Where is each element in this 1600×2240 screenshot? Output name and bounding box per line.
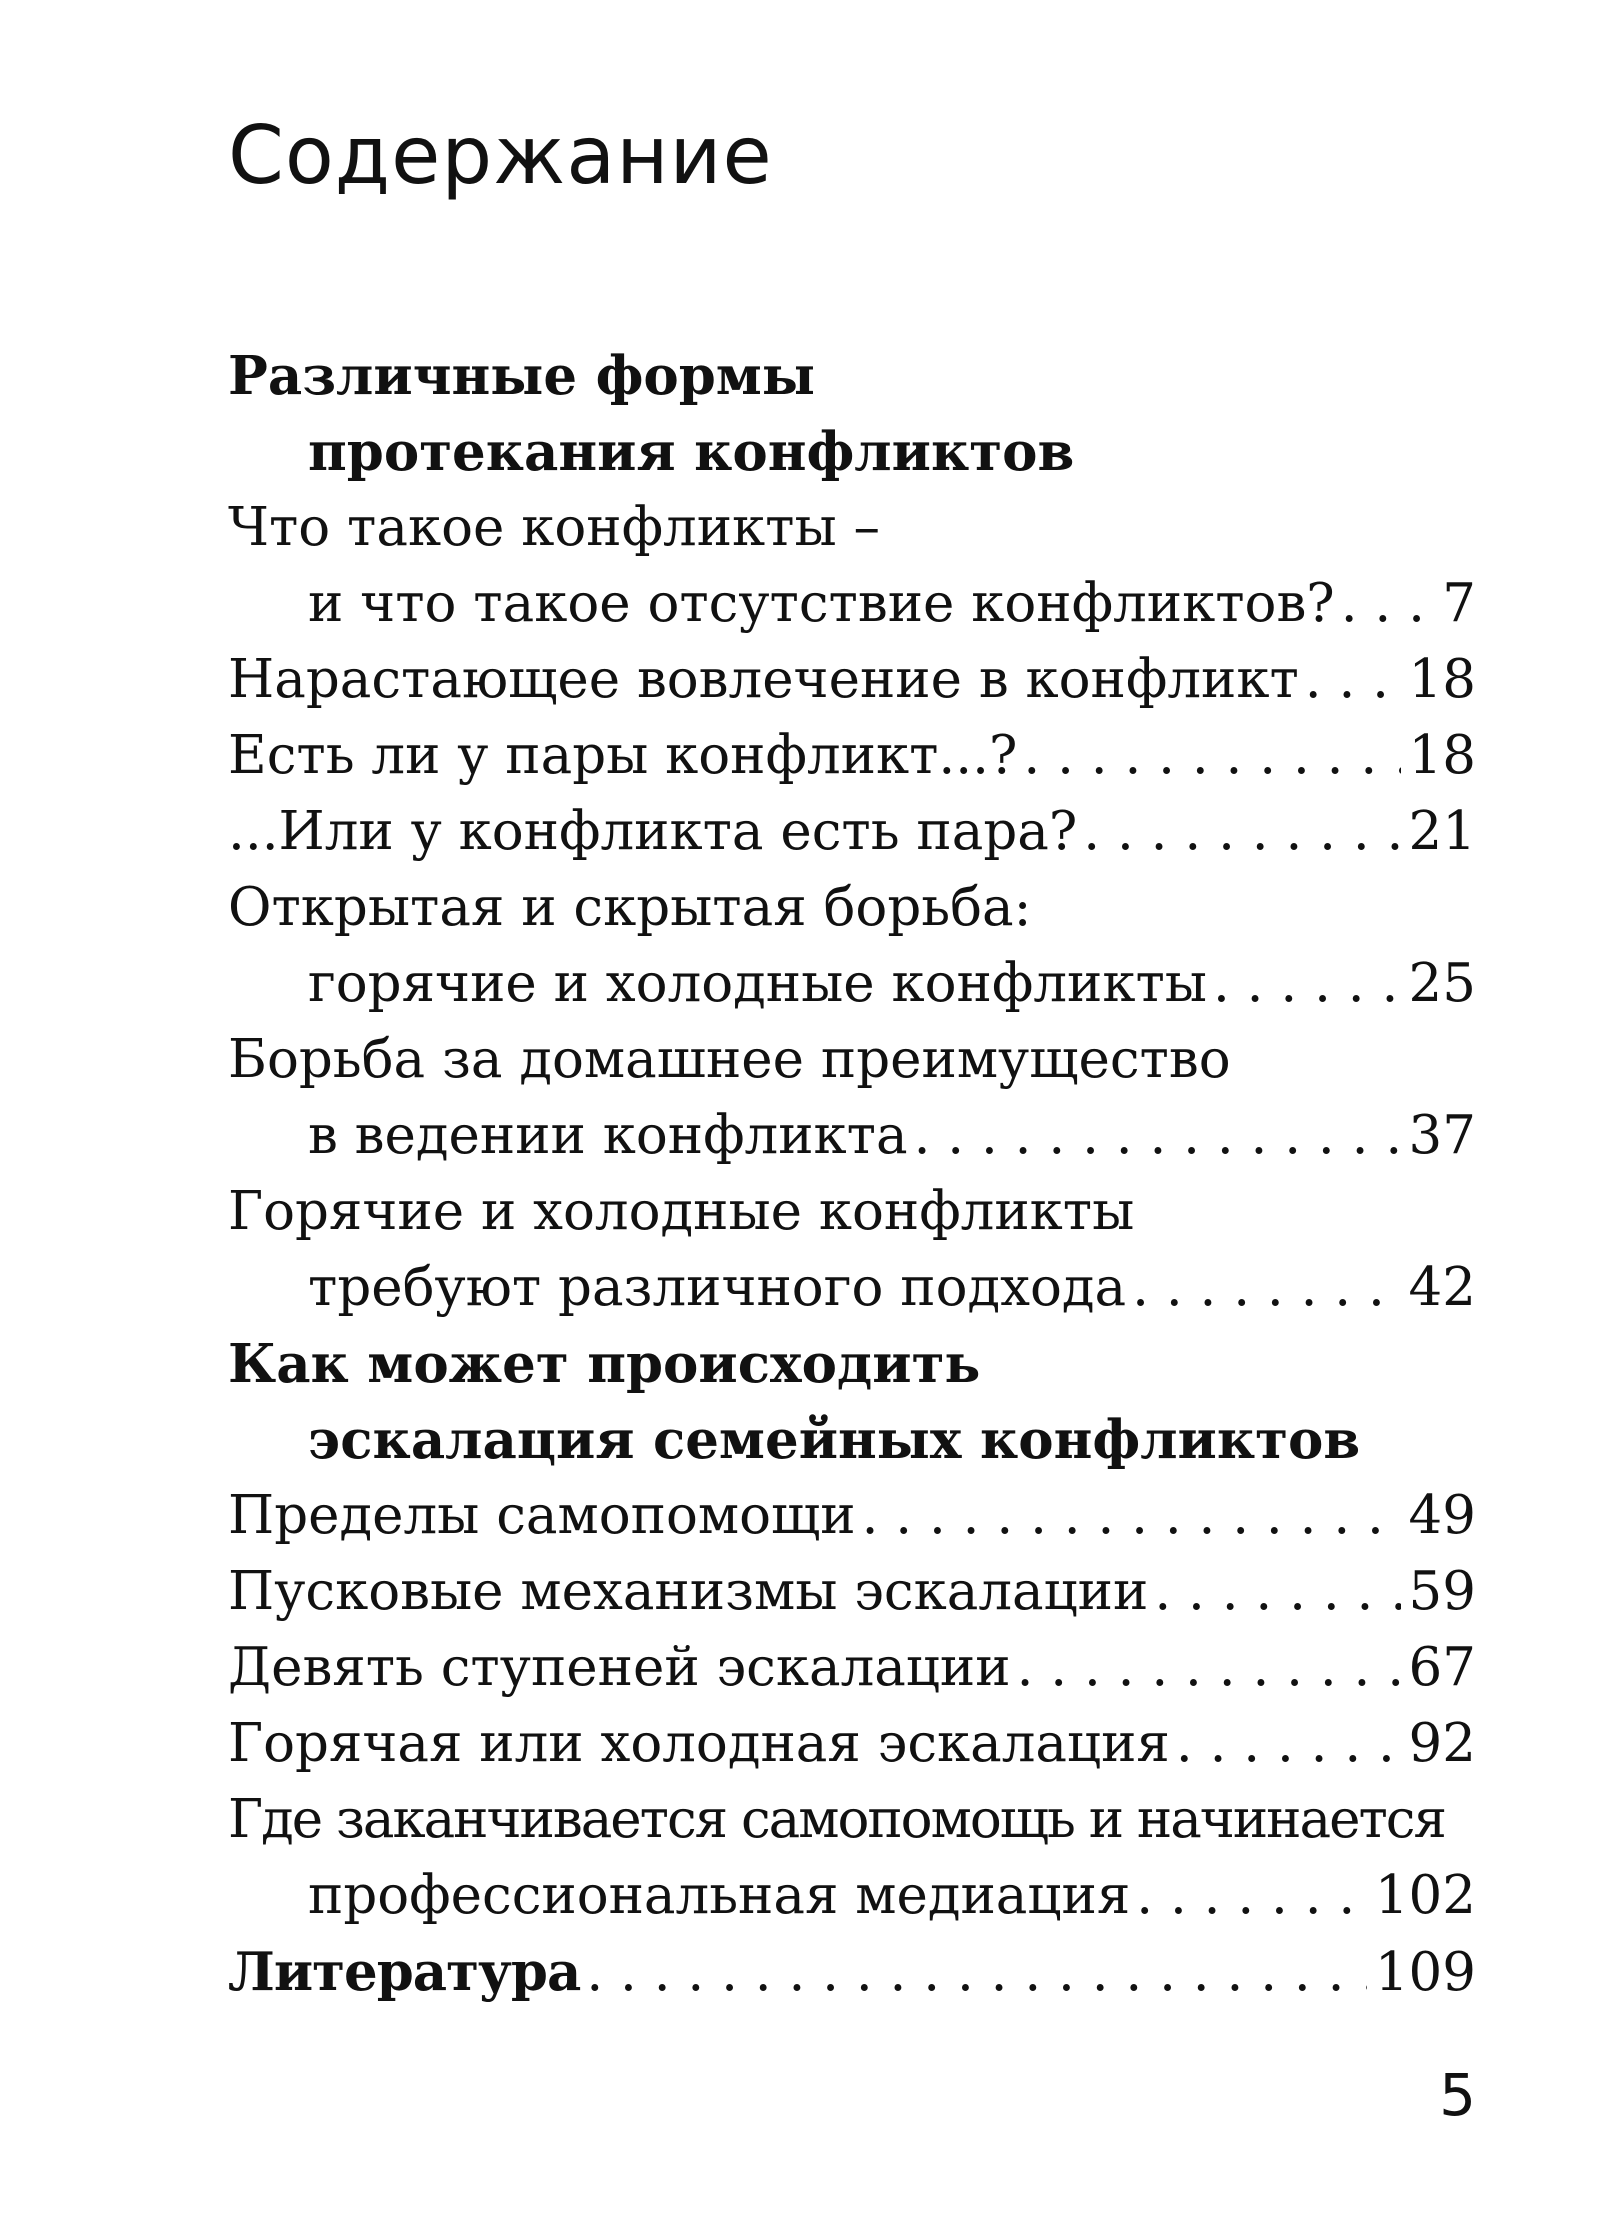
toc-entry-6-line-1: Борьба за домашнее преимущество [228, 1029, 1231, 1090]
dot-leader [1335, 566, 1435, 642]
toc-section-heading-2-line-2: эскалация семейных конфликтов [308, 1409, 1361, 1471]
toc-entry-1-line-2: и что такое отсутствие конфликтов? [308, 573, 1335, 634]
dot-leader [1148, 1554, 1400, 1630]
toc-entry-12-line-1: Где заканчивается самопомощь и начинается [228, 1789, 1445, 1850]
toc-entry-4-text: ...Или у конфликта есть пара? [228, 801, 1078, 862]
toc-entry-5-page: 25 [1408, 953, 1476, 1014]
dot-leader [1299, 642, 1401, 718]
toc-entry-9-page: 59 [1408, 1561, 1476, 1622]
toc-entry-7-page: 42 [1408, 1257, 1476, 1318]
toc-entry-11-page: 92 [1408, 1713, 1476, 1774]
toc-entry-8[interactable] [228, 1478, 1476, 1554]
toc-entry-6-line-2: в ведении конфликта [308, 1105, 908, 1166]
toc-entry-6-page: 37 [1408, 1105, 1476, 1166]
toc-entry-7[interactable] [228, 1174, 1476, 1250]
toc-entry-12-line-2: профессиональная медиация [308, 1865, 1131, 1926]
dot-leader [908, 1098, 1401, 1174]
toc-entry-7-line-1: Горячие и холодные конфликты [228, 1181, 1135, 1242]
page-title: Содержание [228, 109, 773, 202]
toc-section-heading-2-cont [228, 1402, 1476, 1478]
toc-entry-8-page: 49 [1408, 1485, 1476, 1546]
dot-leader [1126, 1250, 1400, 1326]
toc-section-heading-2 [228, 1326, 1476, 1402]
toc-section-heading-1-cont [228, 414, 1476, 490]
toc-entry-10[interactable] [228, 1630, 1476, 1706]
toc-entry-12-cont[interactable] [228, 1858, 1476, 1934]
dot-leader [580, 1935, 1367, 2011]
toc-entry-9-text: Пусковые механизмы эскалации [228, 1561, 1149, 1622]
toc-entry-7-cont[interactable] [228, 1250, 1476, 1326]
dot-leader [1207, 946, 1401, 1022]
toc-entry-12-page: 102 [1374, 1865, 1476, 1926]
toc-entry-4-page: 21 [1408, 801, 1476, 862]
dot-leader [1130, 1858, 1367, 1934]
table-of-contents [228, 338, 1476, 2010]
toc-entry-10-text: Девять ступеней эскалации [228, 1637, 1011, 1698]
toc-entry-literature[interactable] [228, 1934, 1476, 2010]
toc-entry-4[interactable] [228, 794, 1476, 870]
toc-entry-3-page: 18 [1408, 725, 1476, 786]
toc-entry-6[interactable] [228, 1022, 1476, 1098]
dot-leader [1170, 1706, 1401, 1782]
toc-literature-text: Литература [228, 1941, 581, 2003]
toc-section-heading-1-line-2: протекания конфликтов [308, 421, 1075, 483]
toc-entry-11[interactable] [228, 1706, 1476, 1782]
toc-entry-1-line-1: Что такое конфликты – [228, 497, 881, 558]
toc-entry-2-page: 18 [1408, 649, 1476, 710]
toc-entry-11-text: Горячая или холодная эскалация [228, 1713, 1170, 1774]
toc-entry-12[interactable] [228, 1782, 1476, 1858]
toc-entry-3[interactable] [228, 718, 1476, 794]
toc-section-heading-2-line-1: Как может происходить [228, 1333, 981, 1395]
toc-entry-5-cont[interactable] [228, 946, 1476, 1022]
toc-entry-5-line-2: горячие и холодные конфликты [308, 953, 1207, 1014]
dot-leader [1011, 1630, 1401, 1706]
toc-entry-3-text: Есть ли у пары конфликт...? [228, 725, 1018, 786]
toc-entry-9[interactable] [228, 1554, 1476, 1630]
toc-entry-7-line-2: требуют различного подхода [308, 1257, 1127, 1318]
toc-entry-1-cont[interactable] [228, 566, 1476, 642]
toc-entry-1-page: 7 [1442, 573, 1476, 634]
dot-leader [1077, 794, 1400, 870]
toc-entry-10-page: 67 [1408, 1637, 1476, 1698]
toc-entry-5[interactable] [228, 870, 1476, 946]
toc-entry-6-cont[interactable] [228, 1098, 1476, 1174]
page-number: 5 [1439, 2061, 1476, 2129]
toc-entry-2[interactable] [228, 642, 1476, 718]
toc-entry-5-line-1: Открытая и скрытая борьба: [228, 877, 1032, 938]
toc-entry-1[interactable] [228, 490, 1476, 566]
toc-section-heading-1 [228, 338, 1476, 414]
toc-entry-8-text: Пределы самопомощи [228, 1485, 856, 1546]
dot-leader [856, 1478, 1401, 1554]
toc-entry-2-text: Нарастающее вовлечение в конфликт [228, 649, 1299, 710]
dot-leader [1017, 718, 1400, 794]
toc-literature-page: 109 [1374, 1942, 1476, 2003]
toc-section-heading-1-line-1: Различные формы [228, 345, 815, 407]
